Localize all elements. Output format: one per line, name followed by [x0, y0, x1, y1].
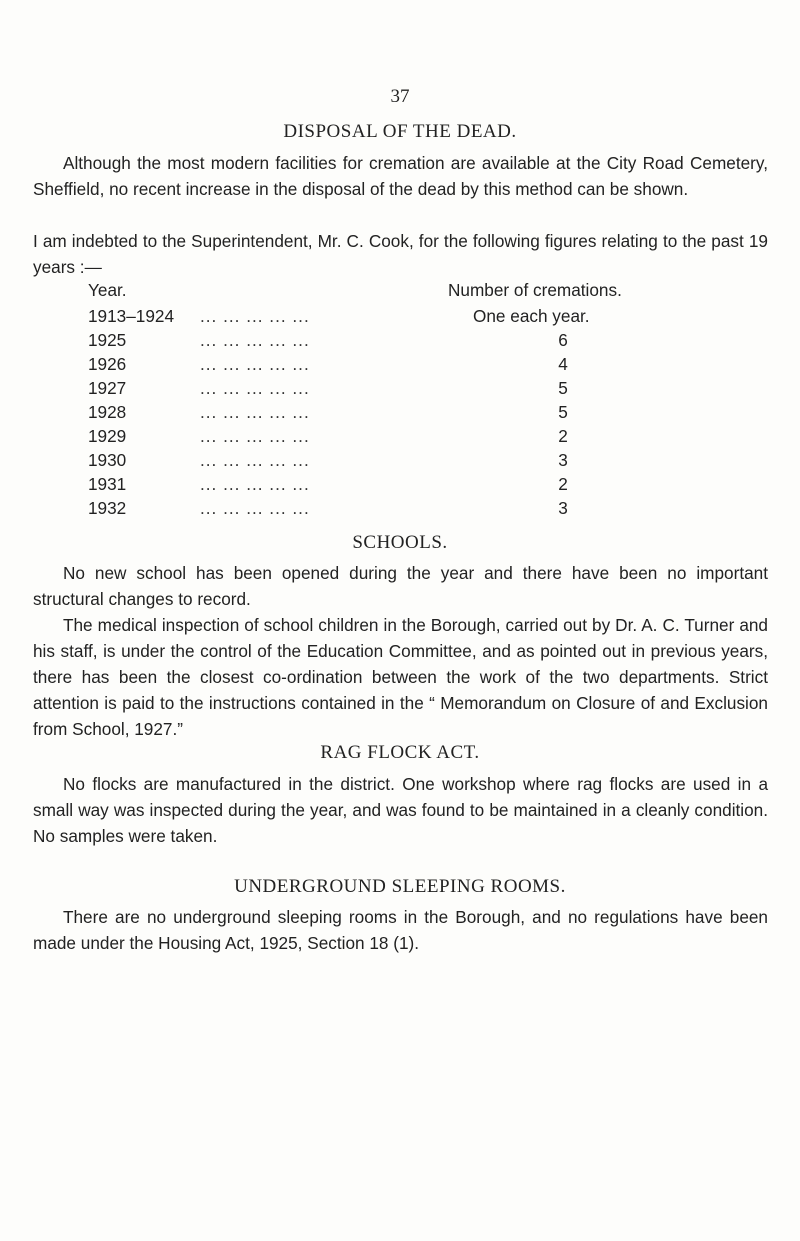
- row-year: 1932: [88, 498, 127, 518]
- row-year: 1929: [88, 426, 127, 446]
- row-value: 2: [558, 426, 568, 446]
- table-row: [88, 400, 688, 424]
- table-row: [88, 376, 688, 400]
- row-year: 1931: [88, 474, 127, 494]
- row-leader-dots: ... ... ... ... ...: [200, 474, 310, 494]
- row-year: 1928: [88, 402, 127, 422]
- row-year: 1927: [88, 378, 127, 398]
- table-count-header: Number of cremations.: [448, 280, 622, 300]
- page-number: 37: [390, 86, 410, 107]
- row-leader-dots: ... ... ... ... ...: [200, 498, 310, 518]
- row-leader-dots: ... ... ... ... ...: [200, 330, 310, 350]
- table-row: [88, 424, 688, 448]
- row-value: 5: [558, 378, 568, 398]
- schools-heading: SCHOOLS.: [352, 532, 448, 553]
- row-leader-dots: ... ... ... ... ...: [200, 378, 310, 398]
- row-value: One each year.: [473, 306, 590, 326]
- underground-heading: UNDERGROUND SLEEPING ROOMS.: [234, 876, 566, 897]
- row-value: 2: [558, 474, 568, 494]
- table-row: [88, 448, 688, 472]
- underground-paragraph: There are no underground sleeping rooms in the Borough, and no regulations have been made under the Housing Act, 1925, Section 18 (1).: [33, 907, 768, 953]
- schools-paragraph-1: No new school has been opened during the year and there have been no important structural changes to record.: [33, 563, 768, 609]
- row-value: 3: [558, 498, 568, 518]
- row-leader-dots: ... ... ... ... ...: [200, 450, 310, 470]
- row-value: 5: [558, 402, 568, 422]
- row-value: 3: [558, 450, 568, 470]
- table-row: [88, 472, 688, 496]
- table-row: [88, 304, 688, 328]
- row-value: 6: [558, 330, 568, 350]
- table-row: [88, 328, 688, 352]
- disposal-paragraph-1: Although the most modern facilities for cremation are available at the City Road Cemetery, Sheffield, no recent increase in the disposal of the dead by this method can be shown.: [33, 153, 768, 199]
- row-leader-dots: ... ... ... ... ...: [200, 426, 310, 446]
- row-leader-dots: ... ... ... ... ...: [200, 354, 310, 374]
- row-leader-dots: ... ... ... ... ...: [200, 402, 310, 422]
- row-value: 4: [558, 354, 568, 374]
- table-row: [88, 352, 688, 376]
- row-leader-dots: ... ... ... ... ...: [200, 306, 310, 326]
- row-year: 1926: [88, 354, 127, 374]
- disposal-heading: DISPOSAL OF THE DEAD.: [283, 121, 517, 142]
- schools-paragraph-2: The medical inspection of school children in the Borough, carried out by Dr. A. C. Turner and his staff, is under the control of the Education Committee, and as pointed out in previous years, there has been the closest co-ordination between the work of the two departments. Strict attention is paid to the instructions contained in the “ Memorandum on Closure of and Exclusion from School, 1927.”: [33, 615, 768, 739]
- rag-flock-paragraph: No flocks are manufactured in the district. One workshop where rag flocks are used in a small way was inspected during the year, and was found to be maintained in a cleanly condition. No samples were taken.: [33, 774, 768, 846]
- row-year: 1925: [88, 330, 127, 350]
- row-year: 1930: [88, 450, 127, 470]
- disposal-paragraph-2: I am indebted to the Superintendent, Mr. C. Cook, for the following figures relating to the past 19 years :—: [33, 231, 768, 277]
- table-year-header: Year.: [88, 280, 127, 300]
- row-year: 1913–1924: [88, 306, 175, 326]
- rag-flock-heading: RAG FLOCK ACT.: [320, 742, 480, 763]
- table-row: [88, 496, 688, 520]
